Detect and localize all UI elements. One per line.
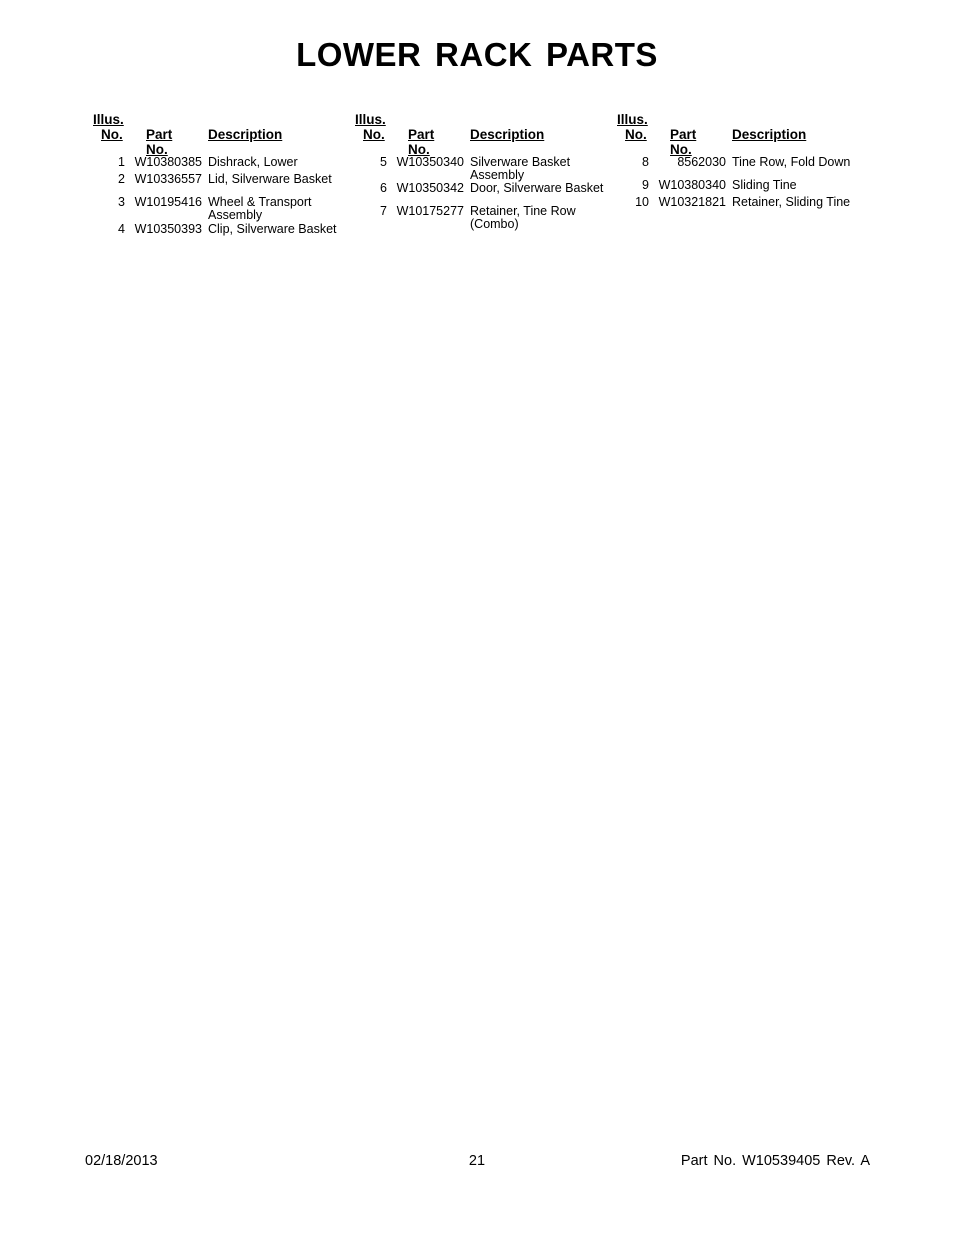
header-no: No.: [625, 127, 647, 142]
part-number: W10350342: [396, 181, 464, 195]
part-description: Retainer, Sliding Tine: [732, 195, 851, 209]
footer-part-number: Part No. W10539405 Rev. A: [680, 1153, 870, 1169]
footer-date: 02/18/2013: [85, 1153, 158, 1169]
part-number: W10195416: [134, 195, 202, 209]
part-description: Door, Silverware Basket: [470, 181, 604, 195]
part-number: 8562030: [677, 155, 726, 169]
part-description: Retainer, Tine Row (Combo): [470, 204, 576, 231]
part-description: Sliding Tine: [732, 178, 797, 192]
part-number: W10350393: [134, 222, 202, 236]
footer-page-number: 21: [468, 1153, 486, 1169]
header-no: No.: [363, 127, 385, 142]
illus-number: 10: [635, 195, 649, 209]
part-description: Clip, Silverware Basket: [208, 222, 337, 236]
illus-number: 9: [642, 178, 649, 192]
illus-number: 8: [642, 155, 649, 169]
illus-number: 5: [380, 155, 387, 169]
header-part-no: Part No.: [408, 127, 435, 157]
part-description: Tine Row, Fold Down: [732, 155, 851, 169]
illus-number: 2: [118, 172, 125, 186]
part-number: W10336557: [134, 172, 202, 186]
header-illus: Illus.: [617, 112, 648, 127]
part-number: W10321821: [658, 195, 726, 209]
illus-number: 1: [118, 155, 125, 169]
header-illus: Illus.: [355, 112, 386, 127]
part-number: W10380385: [134, 155, 202, 169]
header-part-no: Part No.: [146, 127, 173, 157]
part-description: Dishrack, Lower: [208, 155, 298, 169]
part-description: Lid, Silverware Basket: [208, 172, 332, 186]
illus-number: 4: [118, 222, 125, 236]
part-number: W10175277: [396, 204, 464, 218]
page-title: LOWER RACK PARTS: [296, 36, 658, 73]
part-number: W10350340: [396, 155, 464, 169]
part-number: W10380340: [658, 178, 726, 192]
header-description: Description: [470, 127, 545, 142]
illus-number: 6: [380, 181, 387, 195]
illus-number: 7: [380, 204, 387, 218]
header-illus: Illus.: [93, 112, 124, 127]
part-description: Silverware Basket Assembly: [470, 155, 571, 182]
illus-number: 3: [118, 195, 125, 209]
header-no: No.: [101, 127, 123, 142]
header-part-no: Part No.: [670, 127, 697, 157]
part-description: Wheel & Transport Assembly: [208, 195, 312, 222]
header-description: Description: [732, 127, 807, 142]
header-description: Description: [208, 127, 283, 142]
